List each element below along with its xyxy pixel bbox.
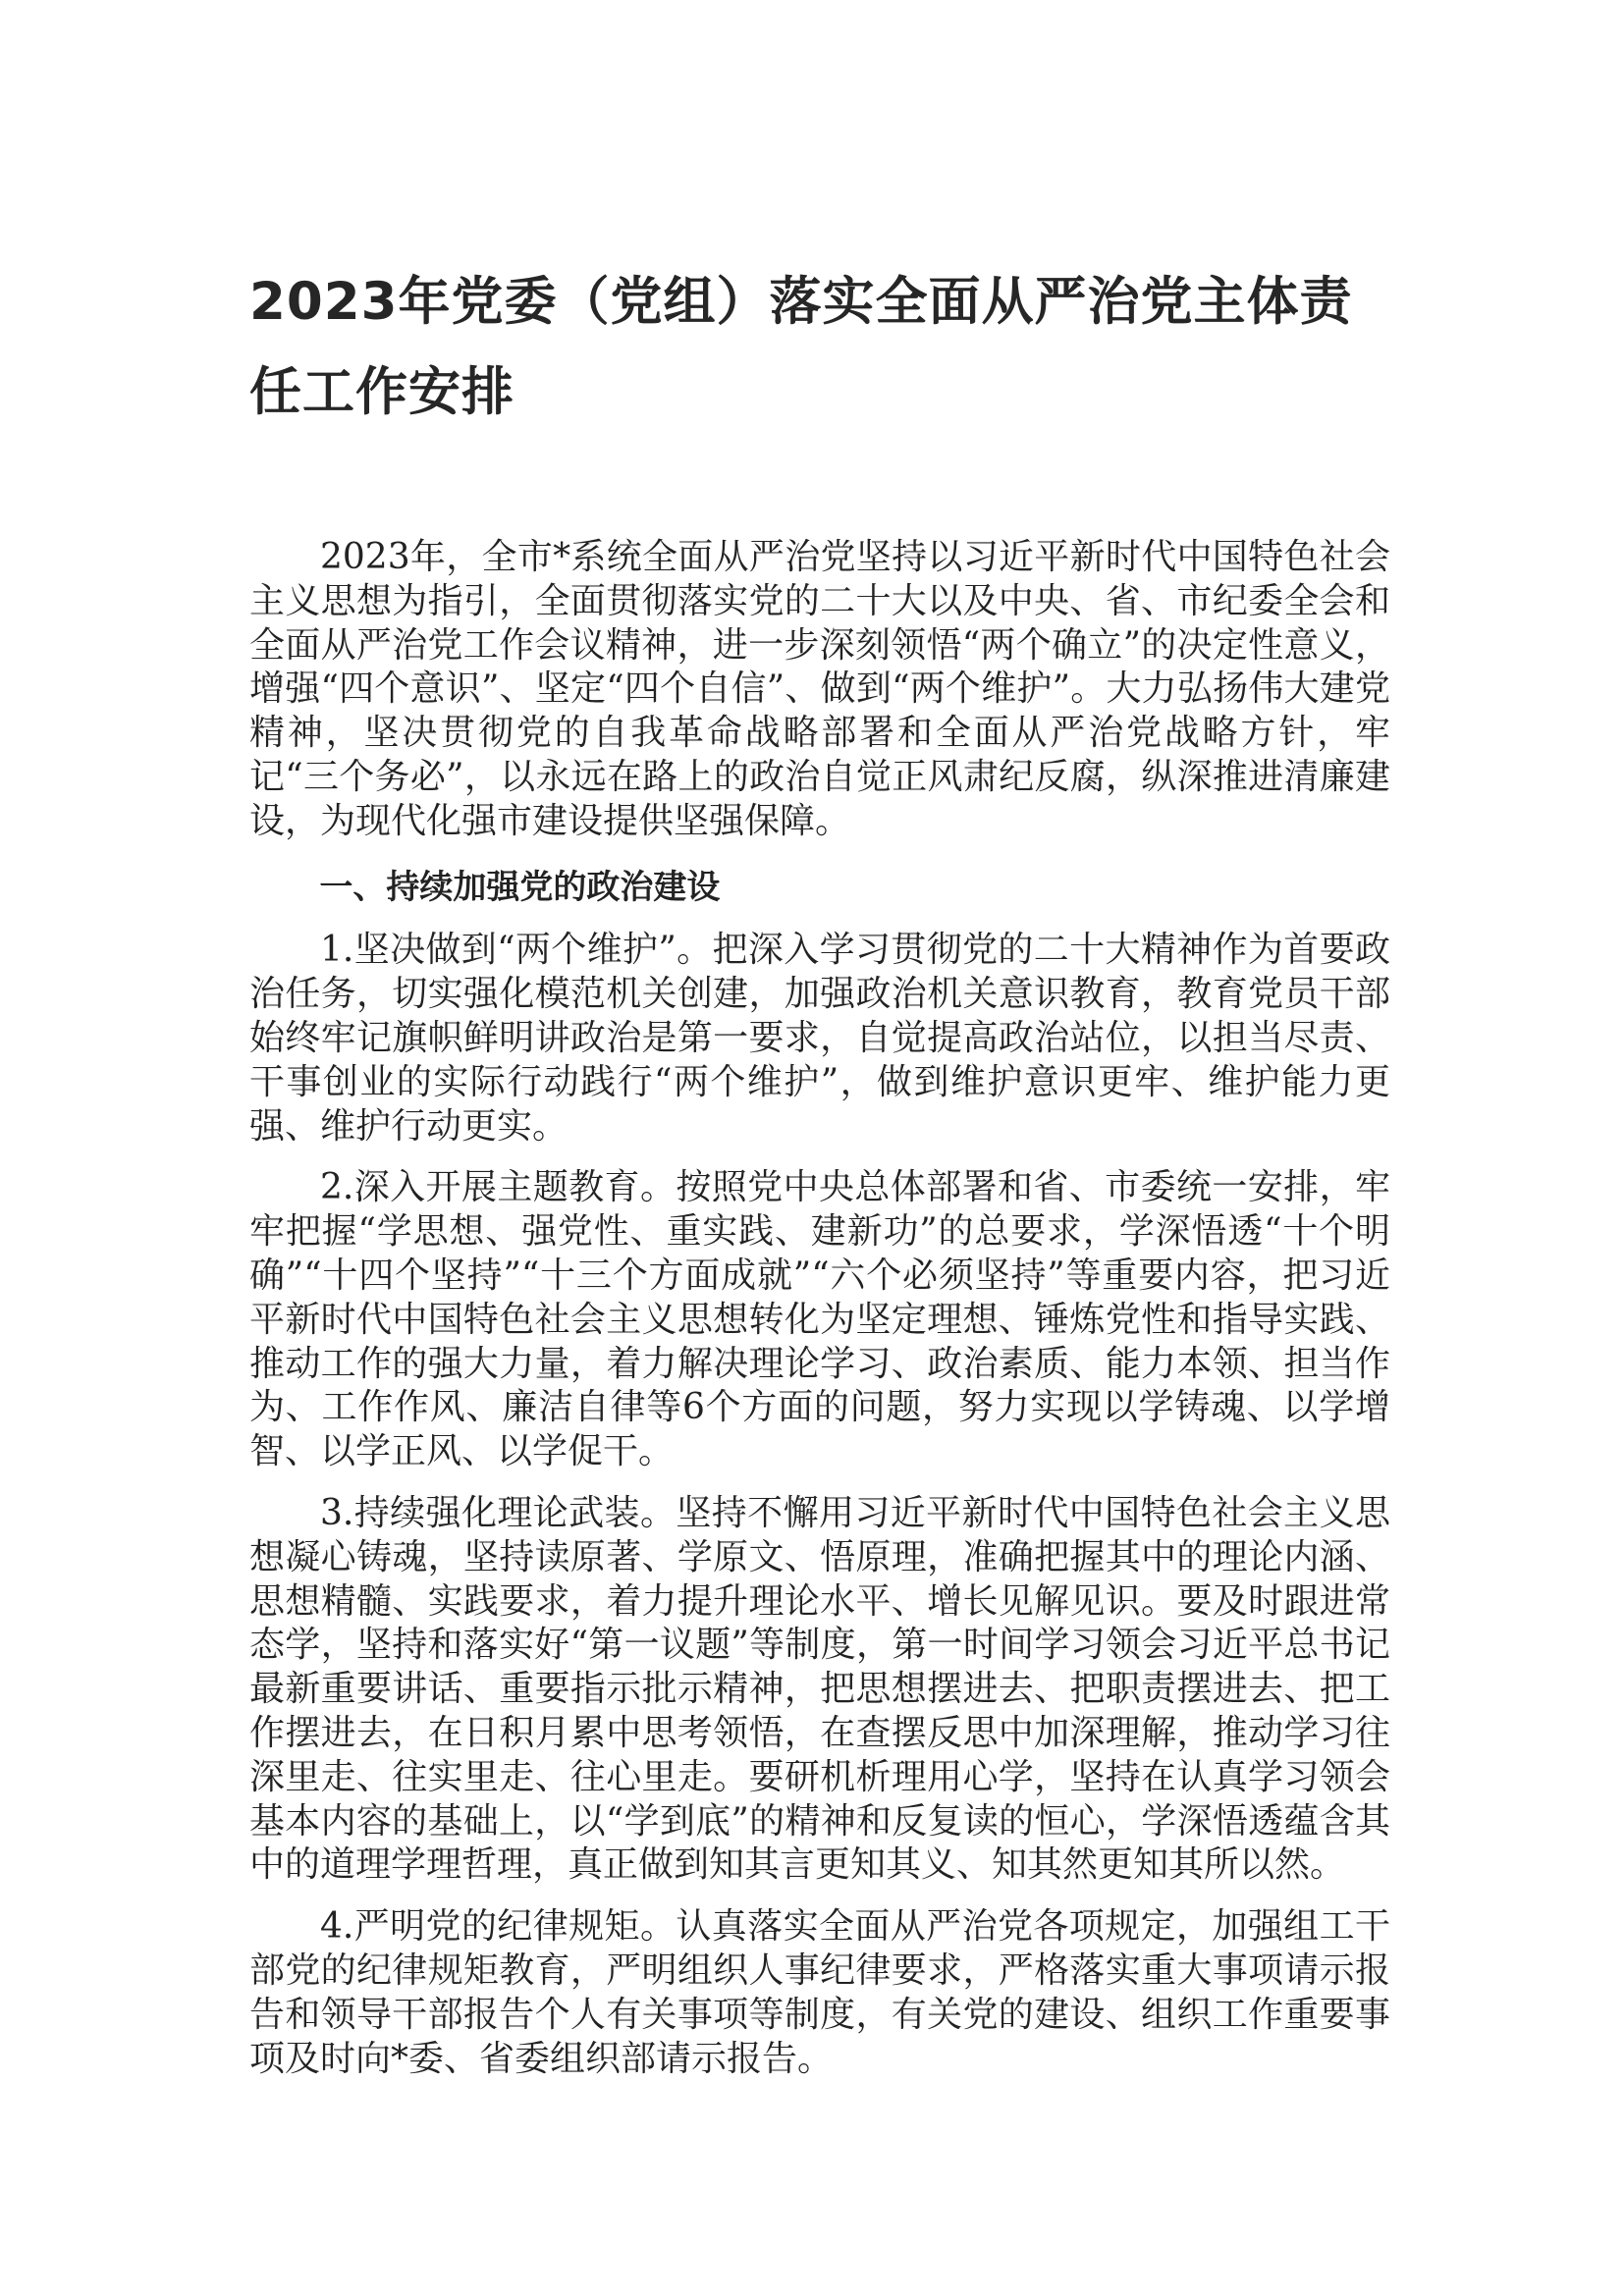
document-body [249, 536, 1390, 2081]
item-paragraph-3: 3.持续强化理论武装。坚持不懈用习近平新时代中国特色社会主义思想凝心铸魂，坚持读原著、学原文、悟原理，准确把握其中的理论内涵、思想精髓、实践要求，着力提升理论水平、增长见解见识。要及时跟进常态学，坚持和落实好“第一议题”等制度，第一时间学习领会习近平总书记最新重要讲话、重要指示批示精神，把思想摆进去、把职责摆进去、把工作摆进去，在日积月累中思考领悟，在查摆反思中加深理解，推动学习往深里走、往实里走、往心里走。要研机析理用心学，坚持在认真学习领会基本内容的基础上，以“学到底”的精神和反复读的恒心，学深悟透蕴含其中的道理学理哲理，真正做到知其言更知其义、知其然更知其所以然。 [249, 1492, 1390, 1886]
item-paragraph-4: 4.严明党的纪律规矩。认真落实全面从严治党各项规定，加强组工干部党的纪律规矩教育，严明组织人事纪律要求，严格落实重大事项请示报告和领导干部报告个人有关事项等制度，有关党的建设、组织工作重要事项及时向*委、省委组织部请示报告。 [249, 1906, 1390, 2079]
item-paragraph-1: 1.坚决做到“两个维护”。把深入学习贯彻党的二十大精神作为首要政治任务，切实强化模范机关创建，加强政治机关意识教育，教育党员干部始终牢记旗帜鲜明讲政治是第一要求，自觉提高政治站位，以担当尽责、干事创业的实际行动践行“两个维护”，做到维护意识更牢、维护能力更强、维护行动更实。 [249, 930, 1390, 1147]
document-content [249, 257, 1390, 2099]
item-paragraph-2: 2.深入开展主题教育。按照党中央总体部署和省、市委统一安排，牢牢把握“学思想、强党性、重实践、建新功”的总要求，学深悟透“十个明确”“十四个坚持”“十三个方面成就”“六个必须坚持”等重要内容，把习近平新时代中国特色社会主义思想转化为坚定理想、锤炼党性和指导实践、推动工作的强大力量，着力解决理论学习、政治素质、能力本领、担当作为、工作作风、廉洁自律等6个方面的问题，努力实现以学铸魂、以学增智、以学正风、以学促干。 [249, 1167, 1390, 1472]
document-title: 2023年党委（党组）落实全面从严治党主体责任工作安排 [249, 272, 1353, 422]
section-heading: 一、持续加强党的政治建设 [319, 867, 721, 907]
intro-paragraph: 2023年，全市*系统全面从严治党坚持以习近平新时代中国特色社会主义思想为指引，全面贯彻落实党的二十大以及中央、省、市纪委全会和全面从严治党工作会议精神，进一步深刻领悟“两个确立”的决定性意义，增强“四个意识”、坚定“四个自信”、做到“两个维护”。大力弘扬伟大建党精神，坚决贯彻党的自我革命战略部署和全面从严治党战略方针，牢记“三个务必”，以永远在路上的政治自觉正风肃纪反腐，纵深推进清廉建设，为现代化强市建设提供坚强保障。 [249, 537, 1390, 841]
